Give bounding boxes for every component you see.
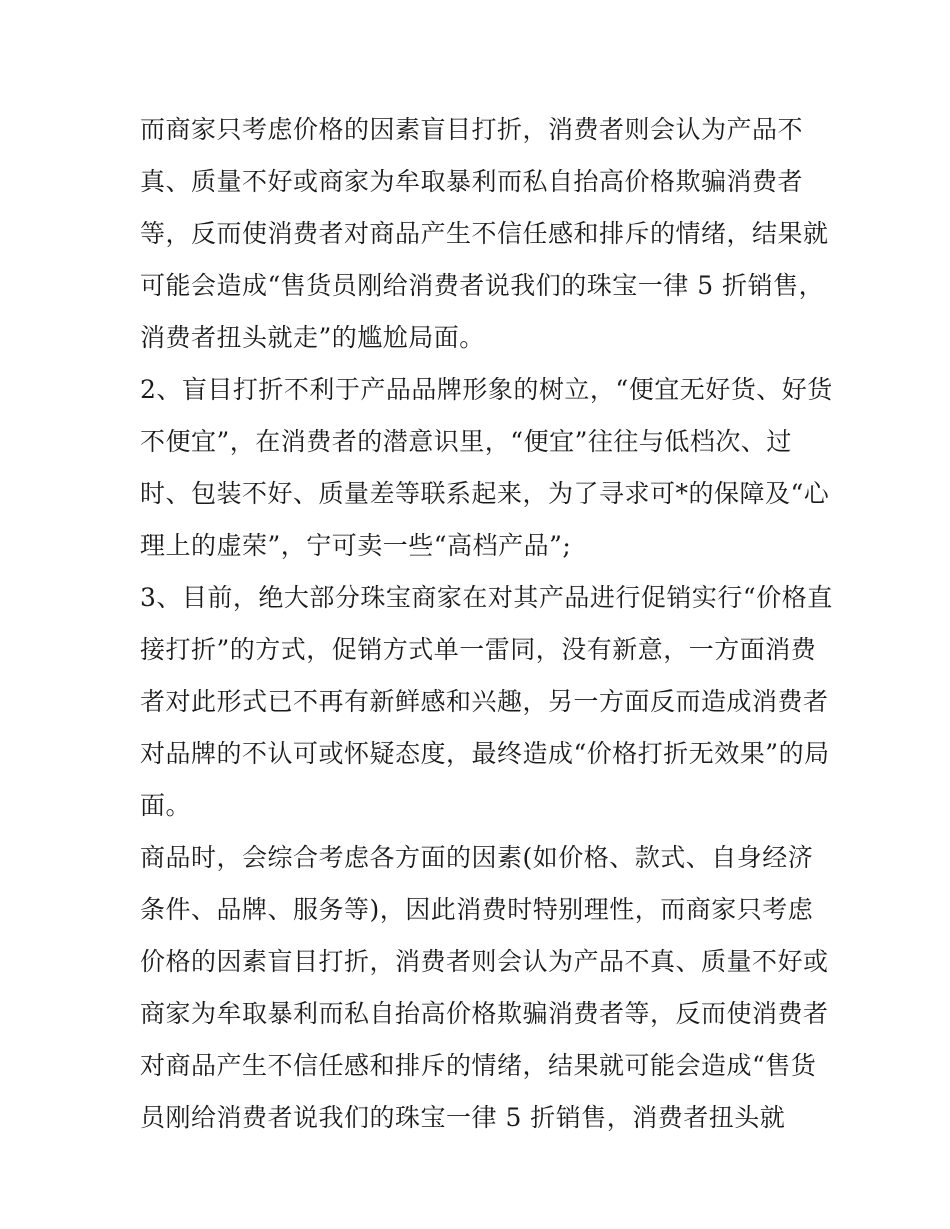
text-line: 时、包装不好、质量差等联系起来，为了寻求可*的保障及“心 xyxy=(140,479,830,508)
text-line: 2、盲目打折不利于产品品牌形象的树立，“便宜无好货、好货 xyxy=(140,375,833,404)
text-line: 真、质量不好或商家为牟取暴利而私自抬高价格欺骗消费者 xyxy=(140,167,804,196)
text-line: 可能会造成“售货员刚给消费者说我们的珠宝一律 5 折销售， xyxy=(140,271,825,300)
text-line: 3、目前，绝大部分珠宝商家在对其产品进行促销实行“价格直 xyxy=(140,583,833,612)
text-line: 不便宜”，在消费者的潜意识里，“便宜”往往与低档次、过 xyxy=(140,427,792,456)
text-line: 对品牌的不认可或怀疑态度，最终造成“价格打折无效果”的局 xyxy=(140,739,830,768)
text-line: 价格的因素盲目打折，消费者则会认为产品不真、质量不好或 xyxy=(140,947,829,976)
text-line: 等，反而使消费者对商品产生不信任感和排斥的情绪，结果就 xyxy=(140,219,829,248)
text-line: 条件、品牌、服务等)，因此消费时特别理性，而商家只考虑 xyxy=(140,895,814,924)
text-line: 商品时，会综合考虑各方面的因素(如价格、款式、自身经济 xyxy=(140,843,814,872)
text-line: 接打折”的方式，促销方式单一雷同，没有新意，一方面消费 xyxy=(140,635,817,664)
text-line: 者对此形式已不再有新鲜感和兴趣，另一方面反而造成消费者 xyxy=(140,687,829,716)
text-line: 对商品产生不信任感和排斥的情绪，结果就可能会造成“售货 xyxy=(140,1051,817,1080)
text-line: 消费者扭头就走”的尴尬局面。 xyxy=(140,323,485,352)
text-line: 面。 xyxy=(140,791,192,820)
text-line: 理上的虚荣”，宁可卖一些“高档产品”; xyxy=(140,531,572,560)
text-line: 商家为牟取暴利而私自抬高价格欺骗消费者等，反而使消费者 xyxy=(140,999,829,1028)
text-line: 而商家只考虑价格的因素盲目打折，消费者则会认为产品不 xyxy=(140,115,804,144)
text-line: 员刚给消费者说我们的珠宝一律 5 折销售，消费者扭头就 xyxy=(140,1103,786,1132)
